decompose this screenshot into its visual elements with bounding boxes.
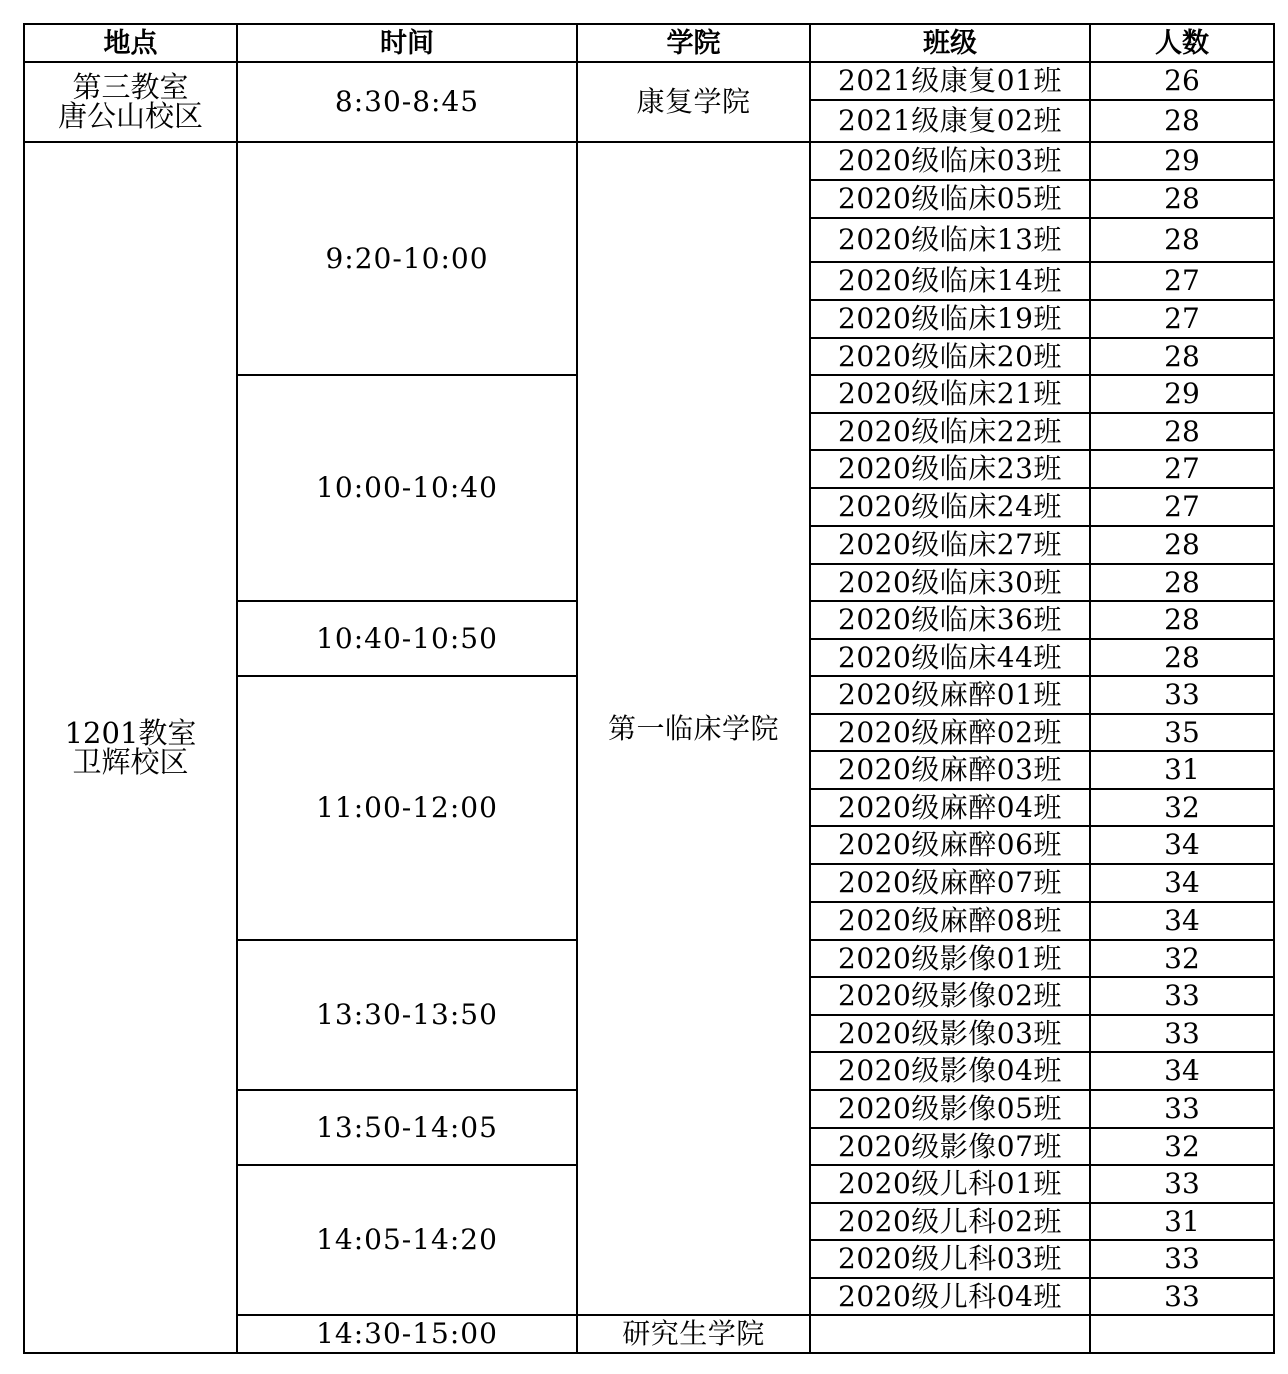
- count-cell: 31: [1090, 751, 1274, 789]
- class-cell: 2020级临床30班: [810, 564, 1090, 601]
- class-cell: 2020级麻醉02班: [810, 714, 1090, 751]
- class-cell: 2020级临床14班: [810, 262, 1090, 300]
- count-cell: 33: [1090, 1015, 1274, 1052]
- class-cell: 2020级麻醉08班: [810, 902, 1090, 940]
- count-cell: 27: [1090, 488, 1274, 526]
- count-cell: 33: [1090, 1278, 1274, 1315]
- count-cell: 31: [1090, 1203, 1274, 1240]
- class-cell: 2020级影像07班: [810, 1128, 1090, 1165]
- table-row: [24, 62, 1274, 100]
- count-cell: 28: [1090, 526, 1274, 564]
- count-cell: 35: [1090, 714, 1274, 751]
- class-cell: 2021级康复02班: [810, 100, 1090, 142]
- count-cell: [1090, 1315, 1274, 1353]
- class-cell: 2020级临床22班: [810, 413, 1090, 450]
- count-cell: 28: [1090, 338, 1274, 375]
- count-cell: 34: [1090, 826, 1274, 864]
- time-cell: 10:40-10:50: [237, 601, 577, 676]
- header-class: 班级: [810, 24, 1090, 62]
- location-campus: 卫辉校区: [72, 744, 189, 779]
- location-cell: [24, 142, 237, 1353]
- count-cell: 27: [1090, 300, 1274, 338]
- class-cell: 2021级康复01班: [810, 62, 1090, 100]
- header-count: 人数: [1090, 24, 1274, 62]
- time-cell: 8:30-8:45: [237, 62, 577, 142]
- count-cell: 28: [1090, 639, 1274, 676]
- class-cell: 2020级儿科03班: [810, 1240, 1090, 1278]
- count-cell: 33: [1090, 1090, 1274, 1128]
- count-cell: 27: [1090, 450, 1274, 488]
- count-cell: 32: [1090, 789, 1274, 826]
- class-cell: 2020级临床20班: [810, 338, 1090, 375]
- college-cell: 研究生学院: [577, 1315, 810, 1353]
- table-row: [24, 142, 1274, 180]
- class-cell: 2020级临床27班: [810, 526, 1090, 564]
- header-time: 时间: [237, 24, 577, 62]
- count-cell: 32: [1090, 940, 1274, 977]
- class-cell: 2020级麻醉03班: [810, 751, 1090, 789]
- class-cell: [810, 1315, 1090, 1353]
- count-cell: 34: [1090, 1052, 1274, 1090]
- count-cell: 34: [1090, 864, 1274, 902]
- count-cell: 28: [1090, 218, 1274, 262]
- class-cell: 2020级儿科01班: [810, 1165, 1090, 1203]
- header-row: [24, 24, 1274, 62]
- class-cell: 2020级影像03班: [810, 1015, 1090, 1052]
- class-cell: 2020级临床44班: [810, 639, 1090, 676]
- count-cell: 28: [1090, 601, 1274, 639]
- time-cell: 10:00-10:40: [237, 375, 577, 601]
- time-cell: 14:30-15:00: [237, 1315, 577, 1353]
- time-cell: 14:05-14:20: [237, 1165, 577, 1315]
- count-cell: 34: [1090, 902, 1274, 940]
- class-cell: 2020级临床05班: [810, 180, 1090, 218]
- class-cell: 2020级麻醉07班: [810, 864, 1090, 902]
- class-cell: 2020级临床21班: [810, 375, 1090, 413]
- class-cell: 2020级临床36班: [810, 601, 1090, 639]
- schedule-table: [23, 23, 1275, 1354]
- location-cell: [24, 62, 237, 142]
- count-cell: 33: [1090, 1165, 1274, 1203]
- location-room: 1201教室: [64, 715, 197, 750]
- time-cell: 9:20-10:00: [237, 142, 577, 375]
- college-cell: 第一临床学院: [577, 142, 810, 1315]
- location-room: 第三教室: [72, 70, 189, 104]
- time-cell: 13:30-13:50: [237, 940, 577, 1090]
- header-college: 学院: [577, 24, 810, 62]
- count-cell: 27: [1090, 262, 1274, 300]
- class-cell: 2020级儿科02班: [810, 1203, 1090, 1240]
- location-campus: 唐公山校区: [57, 99, 203, 133]
- class-cell: 2020级临床24班: [810, 488, 1090, 526]
- count-cell: 33: [1090, 1240, 1274, 1278]
- class-cell: 2020级麻醉06班: [810, 826, 1090, 864]
- count-cell: 33: [1090, 676, 1274, 714]
- count-cell: 28: [1090, 413, 1274, 450]
- count-cell: 28: [1090, 564, 1274, 601]
- count-cell: 32: [1090, 1128, 1274, 1165]
- college-cell: 康复学院: [577, 62, 810, 142]
- class-cell: 2020级影像02班: [810, 977, 1090, 1015]
- count-cell: 28: [1090, 100, 1274, 142]
- class-cell: 2020级临床19班: [810, 300, 1090, 338]
- class-cell: 2020级麻醉04班: [810, 789, 1090, 826]
- class-cell: 2020级儿科04班: [810, 1278, 1090, 1315]
- count-cell: 29: [1090, 142, 1274, 180]
- count-cell: 33: [1090, 977, 1274, 1015]
- class-cell: 2020级临床13班: [810, 218, 1090, 262]
- time-cell: 11:00-12:00: [237, 676, 577, 940]
- count-cell: 28: [1090, 180, 1274, 218]
- header-location: 地点: [24, 24, 237, 62]
- class-cell: 2020级影像01班: [810, 940, 1090, 977]
- time-cell: 13:50-14:05: [237, 1090, 577, 1165]
- class-cell: 2020级临床23班: [810, 450, 1090, 488]
- count-cell: 29: [1090, 375, 1274, 413]
- class-cell: 2020级影像05班: [810, 1090, 1090, 1128]
- class-cell: 2020级麻醉01班: [810, 676, 1090, 714]
- class-cell: 2020级影像04班: [810, 1052, 1090, 1090]
- class-cell: 2020级临床03班: [810, 142, 1090, 180]
- count-cell: 26: [1090, 62, 1274, 100]
